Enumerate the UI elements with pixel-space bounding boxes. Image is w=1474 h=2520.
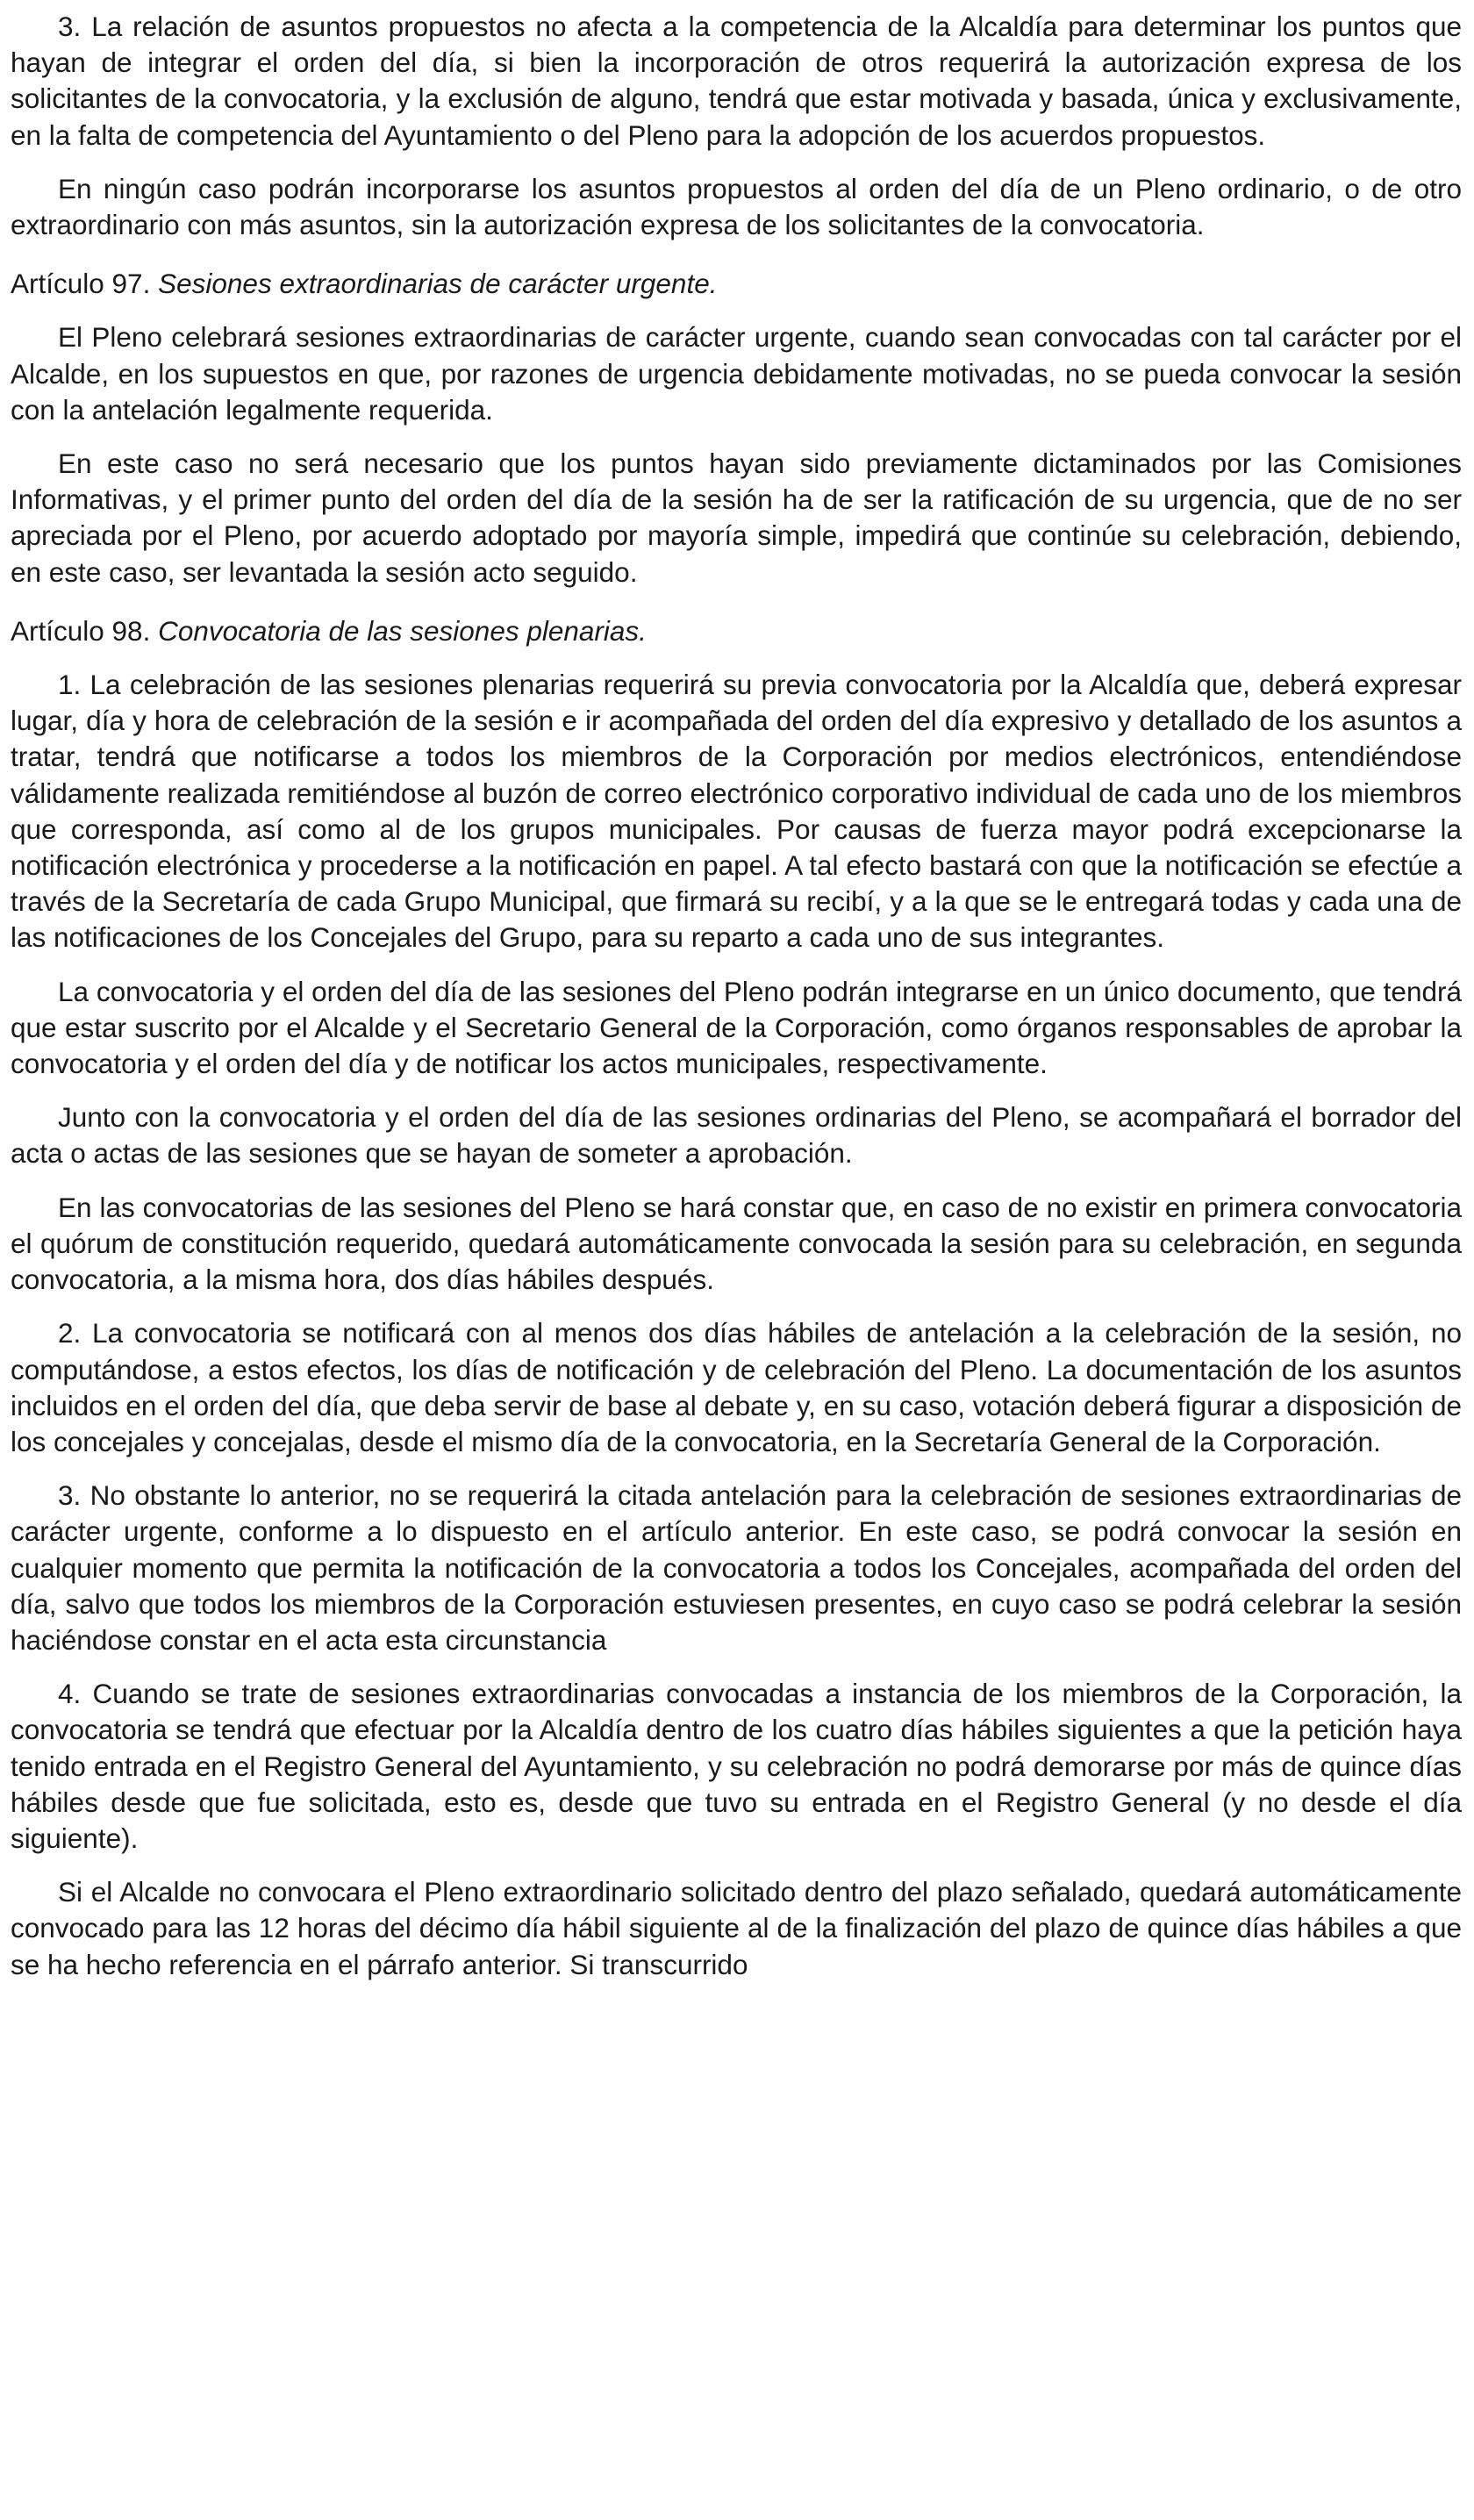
- paragraph-2-antelacion: 2. La convocatoria se notificará con al menos dos días hábiles de antelación a la celebración de la sesión, no computándose, a estos efectos, los días de notificación y de celebración del Pleno. La documentación de los asuntos incluidos en el orden del día, que deba servir de base al debate y, en su caso, votación deberá figurar a disposición de los concejales y concejalas, desde el mismo día de la convocatoria, en la Secretaría General de la Corporación.: [11, 1317, 1462, 1457]
- paragraph-borrador-acta: Junto con la convocatoria y el orden del día de las sesiones ordinarias del Pleno, se acompañará el borrador del acta o actas de las sesiones que se hayan de someter a aprobación.: [11, 1101, 1462, 1170]
- article-97-heading: [11, 261, 1462, 302]
- paragraph-alcalde-no-convocara: Si el Alcalde no convocara el Pleno extraordinario solicitado dentro del plazo señalado, quedará automáticamente convocado para las 12 horas del décimo día hábil siguiente al de la finalización del plazo de quince días hábiles a que se ha hecho referencia en el párrafo anterior. Si transcurrido: [11, 1876, 1462, 1980]
- paragraph-sesiones-urgentes: El Pleno celebrará sesiones extraordinarias de carácter urgente, cuando sean convocadas con tal carácter por el Alcalde, en los supuestos en que, por razones de urgencia debidamente motivadas, no se pueda convocar la sesión con la antelación legalmente requerida.: [11, 321, 1462, 426]
- paragraph-convocatoria-orden-dia: La convocatoria y el orden del día de las sesiones del Pleno podrán integrarse en un único documento, que tendrá que estar suscrito por el Alcalde y el Secretario General de la Corporación, como órganos responsables de aprobar la convocatoria y el orden del día y de notificar los actos municipales, respectivamente.: [11, 975, 1462, 1080]
- paragraph-3-relacion-asuntos: 3. La relación de asuntos propuestos no afecta a la competencia de la Alcaldía para determinar los puntos que hayan de integrar el orden del día, si bien la incorporación de otros requerirá la autorización expresa de los solicitantes de la convocatoria, y la exclusión de alguno, tendrá que estar motivada y basada, única y exclusivamente, en la falta de competencia del Ayuntamiento o del Pleno para la adopción de los acuerdos propuestos.: [11, 11, 1462, 151]
- article-98-title: Convocatoria de las sesiones plenarias.: [158, 614, 647, 647]
- paragraph-incorporacion-asuntos: En ningún caso podrán incorporarse los asuntos propuestos al orden del día de un Pleno ordinario, o de otro extraordinario con más asuntos, sin la autorización expresa de los solicitantes de la convocatoria.: [11, 172, 1462, 241]
- paragraph-3-no-obstante: 3. No obstante lo anterior, no se requerirá la citada antelación para la celebración de sesiones extraordinarias de carácter urgente, conforme a lo dispuesto en el artículo anterior. En este caso, se podrá convocar la sesión en cualquier momento que permita la notificación de la convocatoria a todos los Concejales, acompañada del orden del día, salvo que todos los miembros de la Corporación estuviesen presentes, en cuyo caso se podrá celebrar la sesión haciéndose constar en el acta esta circunstancia: [11, 1479, 1462, 1656]
- article-97-title: Sesiones extraordinarias de carácter urgente.: [158, 268, 718, 300]
- document-page: [11, 9, 1462, 2001]
- paragraph-ratificacion-urgencia: En este caso no será necesario que los puntos hayan sido previamente dictaminados por las Comisiones Informativas, y el primer punto del orden del día de la sesión ha de ser la ratificación de su urgencia, que de no ser apreciada por el Pleno, por acuerdo adoptado por mayoría simple, impedirá que continúe su celebración, debiendo, en este caso, ser levantada la sesión acto seguido.: [11, 447, 1462, 588]
- article-97-label: Artículo 97.: [11, 268, 151, 300]
- paragraph-4-extraordinarias-instancia: 4. Cuando se trate de sesiones extraordinarias convocadas a instancia de los miembros de la Corporación, la convocatoria se tendrá que efectuar por la Alcaldía dentro de los cuatro días hábiles siguientes a que la petición haya tenido entrada en el Registro General del Ayuntamiento, y su celebración no podrá demorarse por más de quince días hábiles desde que fue solicitada, esto es, desde que tuvo su entrada en el Registro General (y no desde el día siguiente).: [11, 1678, 1462, 1854]
- article-98-label: Artículo 98.: [11, 614, 151, 647]
- article-98-heading: [11, 608, 1462, 649]
- paragraph-quorum-constitucion: En las convocatorias de las sesiones del Pleno se hará constar que, en caso de no existir en primera convocatoria el quórum de constitución requerido, quedará automáticamente convocada la sesión para su celebración, en segunda convocatoria, a la misma hora, dos días hábiles después.: [11, 1191, 1462, 1296]
- paragraph-1-celebracion-sesiones: 1. La celebración de las sesiones plenarias requerirá su previa convocatoria por la Alcaldía que, deberá expresar lugar, día y hora de celebración de la sesión e ir acompañada del orden del día expresivo y detallado de los asuntos a tratar, tendrá que notificarse a todos los miembros de la Corporación por medios electrónicos, entendiéndose válidamente realizada remitiéndose al buzón de correo electrónico corporativo individual de cada uno de los miembros que corresponda, así como al de los grupos municipales. Por causas de fuerza mayor podrá excepcionarse la notificación electrónica y procederse a la notificación en papel. A tal efecto bastará con que la notificación se efectúe a través de la Secretaría de cada Grupo Municipal, que firmará su recibí, y a la que se le entregará todas y cada una de las notificaciones de los Concejales del Grupo, para su reparto a cada uno de sus integrantes.: [11, 669, 1462, 954]
